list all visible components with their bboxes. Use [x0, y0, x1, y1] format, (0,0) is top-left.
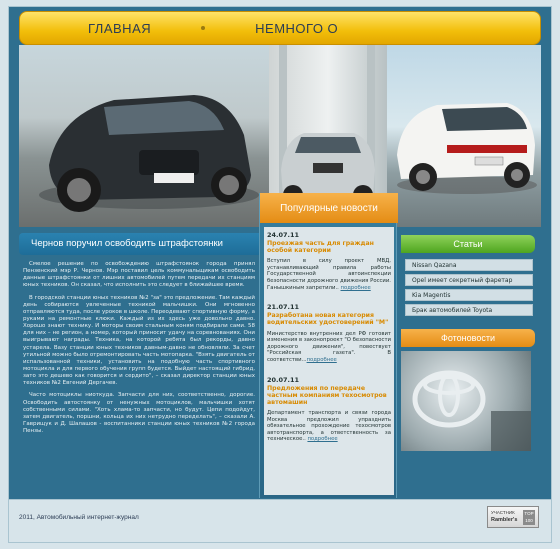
badge-main-text: Rambler's — [491, 517, 518, 523]
copyright: 2011, Автомобильный интернет-журнал — [19, 514, 139, 521]
page — [8, 6, 552, 543]
toyota-logo-image — [401, 351, 531, 451]
article-link[interactable]: Opel имеет секретный фаретар — [405, 274, 533, 286]
news-date: 21.07.11 — [267, 303, 300, 312]
news-title-link[interactable]: Разработана новая категория водительских удостоверений "М" — [267, 312, 389, 327]
nav-home[interactable]: ГЛАВНАЯ — [88, 20, 152, 36]
news-date: 20.07.11 — [267, 375, 300, 384]
popular-news-title: Популярные новости — [260, 193, 398, 223]
news-item — [267, 303, 391, 363]
news-more-link[interactable]: подробнее — [306, 356, 337, 363]
photo-news-title: Фотоновости — [401, 329, 535, 347]
news-text: Департамент транспорта и связи города Москва предложил упразднить обязательное прохождение техосмотров автотранспорта, а ответственность за техническое.. подробнее — [267, 409, 391, 443]
footer — [9, 499, 552, 543]
article-link[interactable]: Kia Magentis — [405, 289, 533, 301]
article-link[interactable]: Nissan Qazana — [405, 259, 533, 271]
hero-photo-suv-white — [387, 45, 541, 227]
car-white-suv-image — [387, 45, 541, 227]
news-more-link[interactable]: подробнее — [340, 284, 371, 291]
article-link[interactable]: Брак автомобилей Toyota — [405, 304, 533, 316]
badge-top-text: УЧАСТНИК — [491, 510, 515, 515]
article-paragraph: В городской станции юных техников №2 "за" это предложение. Там каждый день собираются увлеченные техникой мальчишки. Они мгновенно отправляются туда, после уроков в школе. Переодевают спортивную форму, а руками на ремонтные клюки. Каждый из их здесь уже довольно давно. Хорошо знают технику. И моторы своим стальным коням подбирали сами. 58 для них – не регион, а номер, который приносит удачу на соревнованиях. Они выигрывают награды. Техника, на которой ребята был рекорды, давно устарела. Вазу станции юных техников давным-давно не обновляли. За счет утильной можно было отремонтировать часть мотопарка. "Взять двигатель от испальзованной техники, установить на подобную часть спортивного мотоцикла и для первого обучения групп будется. Выйдет настоящий гибрид, зато это дешево как говорится и сердито", – сказал директор станции юных техников №2 Евгений Дергачев. — [23, 294, 255, 387]
article-paragraph: Часто мотоциклы ниоткуда. Запчасти для них, соответственно, дорогие. Освободить автостоянку от ненужных мотоциклов, мальчишки хотят собственными силами. "Хоть хлама-то запчасти, но будут. Цепи подойдут, затем двигатель, поршни, кольца их них нетрудно переделать", – сказали А. Гаврищук и Д. Шалашов - воспитанники станции юных техников №2 города Пензы. — [23, 392, 255, 435]
news-date: 24.07.11 — [267, 231, 300, 239]
article-title: Чернов поручил освободить штрафстоянки — [19, 233, 259, 255]
articles-section-title: Статьи — [401, 235, 535, 253]
news-text: Министерство внутренних дел РФ готовит изменения в законопроект "О безопасности дорожного движения", повествует "Российская газета". В соответстви...подробнее — [267, 330, 391, 363]
nav-separator — [201, 26, 205, 30]
news-text: Вступил в силу проект МВД, устанавливающий правила работы Государственной автоинспекции безопасности дорожного движения России. Ганышкиным запретили.. подробнее — [267, 258, 391, 291]
badge-side-text: TOP 100 — [524, 511, 534, 523]
news-more-link[interactable]: подробнее — [307, 436, 338, 443]
nav-about[interactable]: НЕМНОГО О — [255, 20, 339, 36]
news-item — [267, 231, 391, 291]
car-dark-suv-image — [19, 45, 269, 227]
articles-list — [405, 259, 533, 319]
popular-news — [259, 193, 397, 498]
article-paragraph: Смелое решение по освобождению штрафстоянок города принял Пензенский мэр Р. Чернов. Мэр поставил цель коммунальщикам освободить данные штрафстоянки от лишних автомобилей путем передачи их станциям юных техников. Он сказал, что исполнить это следует в ближайшее время. — [23, 261, 255, 289]
hero-photo-suv-dark — [19, 45, 269, 227]
news-item — [267, 376, 391, 443]
photo-news-image[interactable] — [401, 351, 531, 451]
rambler-top100-badge[interactable] — [487, 506, 539, 528]
news-title-link[interactable]: Предложения по передаче частным компаниям техосмотров автомашин — [267, 384, 387, 406]
popular-news-list — [264, 227, 394, 495]
article-body — [23, 261, 255, 501]
news-title-link[interactable]: Проезжая часть для граждан особой категории — [267, 240, 374, 255]
top-nav — [19, 11, 541, 45]
